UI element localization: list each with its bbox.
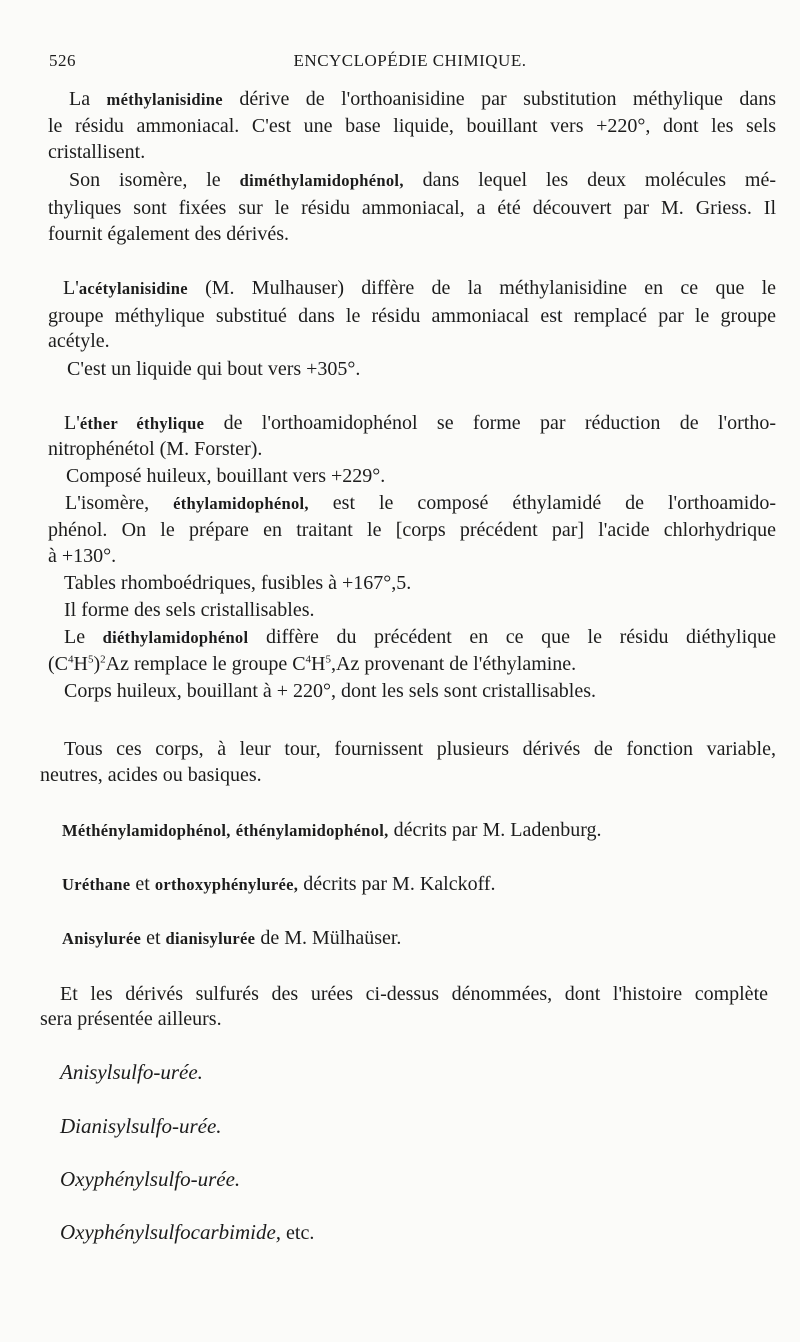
compound-name: Uréthane — [62, 875, 131, 894]
text: Az remplace le groupe C — [105, 653, 306, 675]
article: L' — [63, 277, 79, 299]
paragraph-line: sera présentée ailleurs. — [40, 1008, 222, 1030]
text: diffère du précédent en ce que le résidu diéthylique — [265, 626, 777, 648]
paragraph-line: nitrophénétol (M. Forster). — [48, 438, 263, 460]
paragraph-line — [62, 818, 602, 843]
paragraph-line: Tables rhomboédriques, fusibles à +167°,5. — [64, 572, 412, 594]
list-item-last — [60, 1220, 314, 1245]
paragraph-line — [69, 168, 776, 193]
compound-name: diéthylamidophénol — [102, 628, 249, 647]
compound-name: diméthylamidophénol, — [239, 171, 404, 190]
compound-name: éther éthylique — [79, 414, 205, 433]
article: La — [69, 88, 91, 110]
paragraph-line: à +130°. — [48, 545, 117, 567]
paragraph-line — [69, 87, 776, 112]
paragraph-line — [63, 276, 776, 301]
text: et — [146, 927, 161, 949]
paragraph-line: neutres, acides ou basiques. — [40, 764, 262, 786]
list-item: Oxyphénylsulfocarbimide, — [60, 1220, 282, 1244]
superscript: 5 — [87, 653, 94, 666]
text: de l'orthoamidophénol se forme par réduction de l'ortho- — [223, 412, 777, 434]
paragraph-line: Et les dérivés sulfurés des urées ci-dessus dénommées, dont l'histoire complète — [60, 983, 768, 1005]
paragraph-line: C'est un liquide qui bout vers +305°. — [67, 358, 361, 380]
list-item: Oxyphénylsulfo-urée. — [60, 1167, 241, 1191]
text: décrits par M. Kalckoff. — [303, 873, 496, 895]
text: L'isomère, — [65, 492, 150, 514]
superscript: 4 — [68, 653, 74, 666]
paragraph-line: thyliques sont fixées sur le résidu ammoniacal, a été découvert par M. Griess. Il — [48, 197, 776, 219]
text: Son isomère, le — [69, 169, 221, 191]
paragraph-line: phénol. On le prépare en traitant le [corps précédent par] l'acide chlorhydrique — [48, 519, 776, 541]
compound-name: acétylanisidine — [78, 279, 188, 298]
text: de M. Mülhaüser. — [260, 927, 402, 949]
superscript: 2 — [100, 653, 106, 666]
compound-name: éthénylamidophénol, — [235, 821, 389, 840]
article: Le — [64, 626, 86, 648]
text: H — [73, 653, 88, 675]
compound-name: éthylamidophénol, — [173, 494, 309, 513]
superscript: 4 — [305, 653, 312, 666]
paragraph-line: fournit également des dérivés. — [48, 223, 290, 245]
list-item: Dianisylsulfo-urée. — [60, 1114, 222, 1138]
superscript: 5 — [325, 653, 331, 666]
text: est le composé éthylamidé de l'orthoamido- — [332, 492, 777, 514]
compound-name: dianisylurée — [165, 929, 256, 948]
article: L' — [64, 412, 80, 434]
text: décrits par M. Ladenburg. — [393, 819, 602, 841]
compound-name: Méthénylamidophénol, — [62, 821, 231, 840]
text: (M. Mulhauser) diffère de la méthylanisidine en ce que le — [205, 277, 777, 299]
text: H — [311, 653, 326, 675]
paragraph-line: Tous ces corps, à leur tour, fournissent plusieurs dérivés de fonction variable, — [64, 738, 776, 760]
paragraph-line — [65, 491, 776, 516]
paragraph-line — [62, 872, 496, 897]
paragraph-line — [62, 926, 401, 951]
paragraph-line: Composé huileux, bouillant vers +229°. — [66, 465, 386, 487]
compound-name: Anisylurée — [62, 929, 142, 948]
paragraph-line: cristallisent. — [48, 141, 146, 163]
paragraph-line: Corps huileux, bouillant à + 220°, dont les sels sont cristallisables. — [64, 680, 597, 702]
text: dans lequel les deux molécules mé- — [422, 169, 776, 191]
text: ,Az provenant de l'éthylamine. — [331, 653, 577, 675]
compound-name: orthoxyphénylurée, — [154, 875, 299, 894]
text: ) — [93, 653, 101, 675]
running-title: ENCYCLOPÉDIE CHIMIQUE. — [293, 51, 527, 70]
paragraph-line — [64, 411, 776, 436]
paragraph-line — [64, 625, 776, 650]
text: dérive de l'orthoanisidine par substitution méthylique dans — [239, 88, 777, 110]
paragraph-line: acétyle. — [48, 330, 110, 352]
compound-name: méthylanisidine — [106, 90, 223, 109]
text: (C — [48, 653, 68, 675]
text: etc. — [286, 1222, 315, 1244]
text: et — [135, 873, 150, 895]
page-number: 526 — [49, 51, 76, 70]
list-item: Anisylsulfo-urée. — [60, 1060, 203, 1084]
formula-line — [48, 652, 576, 676]
paragraph-line: le résidu ammoniacal. C'est une base liquide, bouillant vers +220°, dont les sels — [48, 115, 776, 137]
paragraph-line: groupe méthylique substitué dans le résidu ammoniacal est remplacé par le groupe — [48, 305, 776, 327]
paragraph-line: Il forme des sels cristallisables. — [64, 599, 315, 621]
